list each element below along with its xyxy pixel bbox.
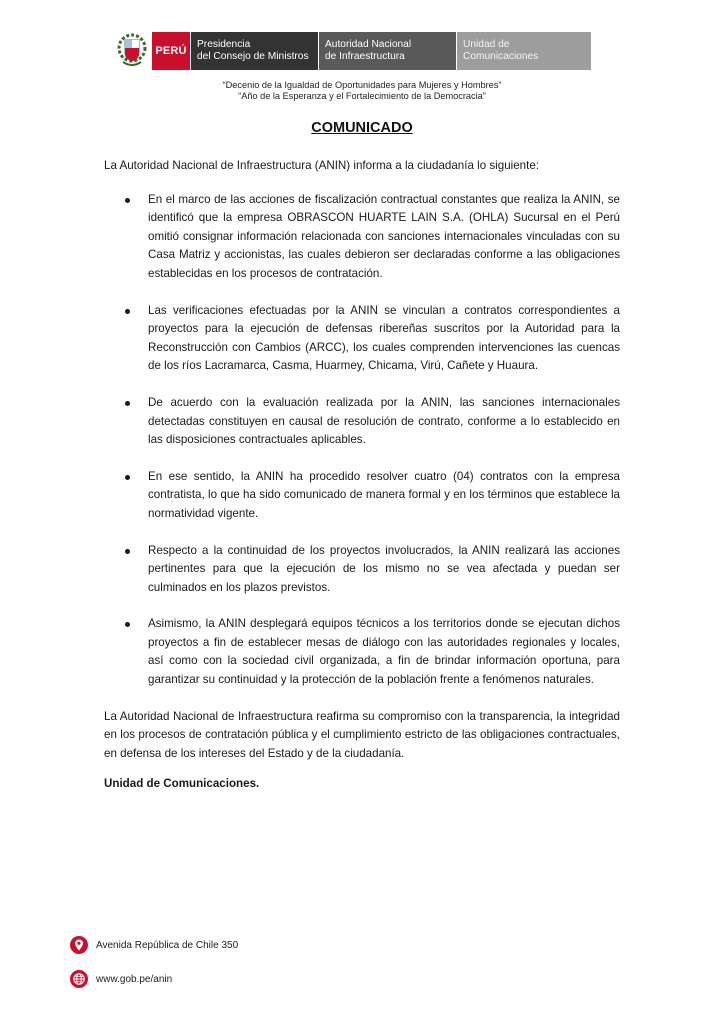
footer-website (70, 970, 172, 988)
decenio-line-1: “Decenio de la Igualdad de Oportunidades para Mujeres y Hombres” (222, 80, 502, 90)
coat-of-arms-icon (115, 32, 149, 70)
bullet-icon (125, 198, 130, 203)
document-title: COMUNICADO (311, 120, 413, 136)
bullet-icon (125, 475, 130, 480)
header-box-unidad (457, 32, 591, 70)
header-box-anin-label: Autoridad Nacional de Infraestructura (325, 39, 412, 62)
bullet-icon (125, 622, 130, 627)
list-item (104, 468, 620, 524)
footer-website-link[interactable]: www.gob.pe/anin (96, 973, 173, 985)
closing-paragraph: La Autoridad Nacional de Infraestructura reafirma su compromiso con la transparencia, la integridad en los procesos de contratación pública y el cumplimiento estricto de las obligaciones contractuales, en defensa de los intereses del Estado y de la ciudadanía. (104, 709, 620, 760)
header-box-presidencia-label: Presidencia del Consejo de Ministros (197, 39, 309, 62)
intro-paragraph: La Autoridad Nacional de Infraestructura (ANIN) informa a la ciudadanía lo siguiente: (104, 159, 540, 172)
signature: Unidad de Comunicaciones. (104, 777, 260, 791)
document-body (104, 150, 620, 794)
list-item-text: Asimismo, la ANIN desplegará equipos técnicos a los territorios donde se ejecutan dichos proyectos a fin de establecer mesas de diálogo con las autoridades regionales y locales, así como con la sociedad civil organizada, a fin de brindar información oportuna, para garantizar su continuidad y la protección de la población frente a fenómenos naturales. (148, 617, 620, 687)
list-item (104, 302, 620, 376)
decenio-line-2: “Año de la Esperanza y el Fortalecimiento de la Democracia” (238, 91, 486, 101)
header-box-anin (319, 32, 456, 70)
bullet-list (104, 191, 620, 690)
list-item-text: Las verificaciones efectuadas por la ANIN se vinculan a contratos correspondientes a proyectos para la ejecución de defensas ribereñas suscritos por la Autoridad para la Reconstrucción con Cambios (ARCC), los cuales comprenden intervenciones las cuencas de los ríos Lacramarca, Casma, Huarmey, Chicama, Virú, Cañete y Huaura. (148, 303, 620, 373)
footer-address-text: Avenida República de Chile 350 (96, 939, 239, 951)
header-logo-bar (115, 32, 591, 70)
list-item-text: Respecto a la continuidad de los proyectos involucrados, la ANIN realizará las acciones pertinentes para que la ejecución de los mismo no se vea afectada y puedan ser culminados en los plazos previstos. (148, 543, 620, 594)
peru-label: PERÚ (155, 45, 187, 57)
footer-address (70, 936, 238, 954)
bullet-icon (125, 549, 130, 554)
header-box-unidad-label: Unidad de Comunicaciones (463, 39, 539, 62)
peru-badge (152, 32, 190, 70)
location-pin-icon (70, 936, 88, 954)
bullet-icon (125, 309, 130, 314)
list-item-text: De acuerdo con la evaluación realizada por la ANIN, las sanciones internacionales detectadas constituyen en causal de resolución de contrato, conforme a lo establecido en las disposiciones contractuales aplicables. (148, 395, 620, 447)
list-item (104, 615, 620, 689)
list-item-text: En el marco de las acciones de fiscalización contractual constantes que realiza la ANIN, se identificó que la empresa OBRASCON HUARTE LAIN S.A. (OHLA) Sucursal en el Perú omitió consignar información relacionada con sanciones internacionales vinculadas con su Casa Matriz y accionistas, las cuales debieron ser declaradas conforme a las obligaciones establecidas en los procesos de contratación. (148, 192, 620, 280)
list-item (104, 191, 620, 284)
decenio-block (0, 80, 724, 102)
list-item (104, 542, 620, 598)
bullet-icon (125, 401, 130, 406)
header-box-presidencia (191, 32, 318, 70)
list-item-text: En ese sentido, la ANIN ha procedido resolver cuatro (04) contratos con la empresa contratista, lo que ha sido comunicado de manera formal y en los términos que establece la normatividad vigente. (148, 469, 620, 520)
list-item (104, 394, 620, 450)
globe-icon (70, 970, 88, 988)
